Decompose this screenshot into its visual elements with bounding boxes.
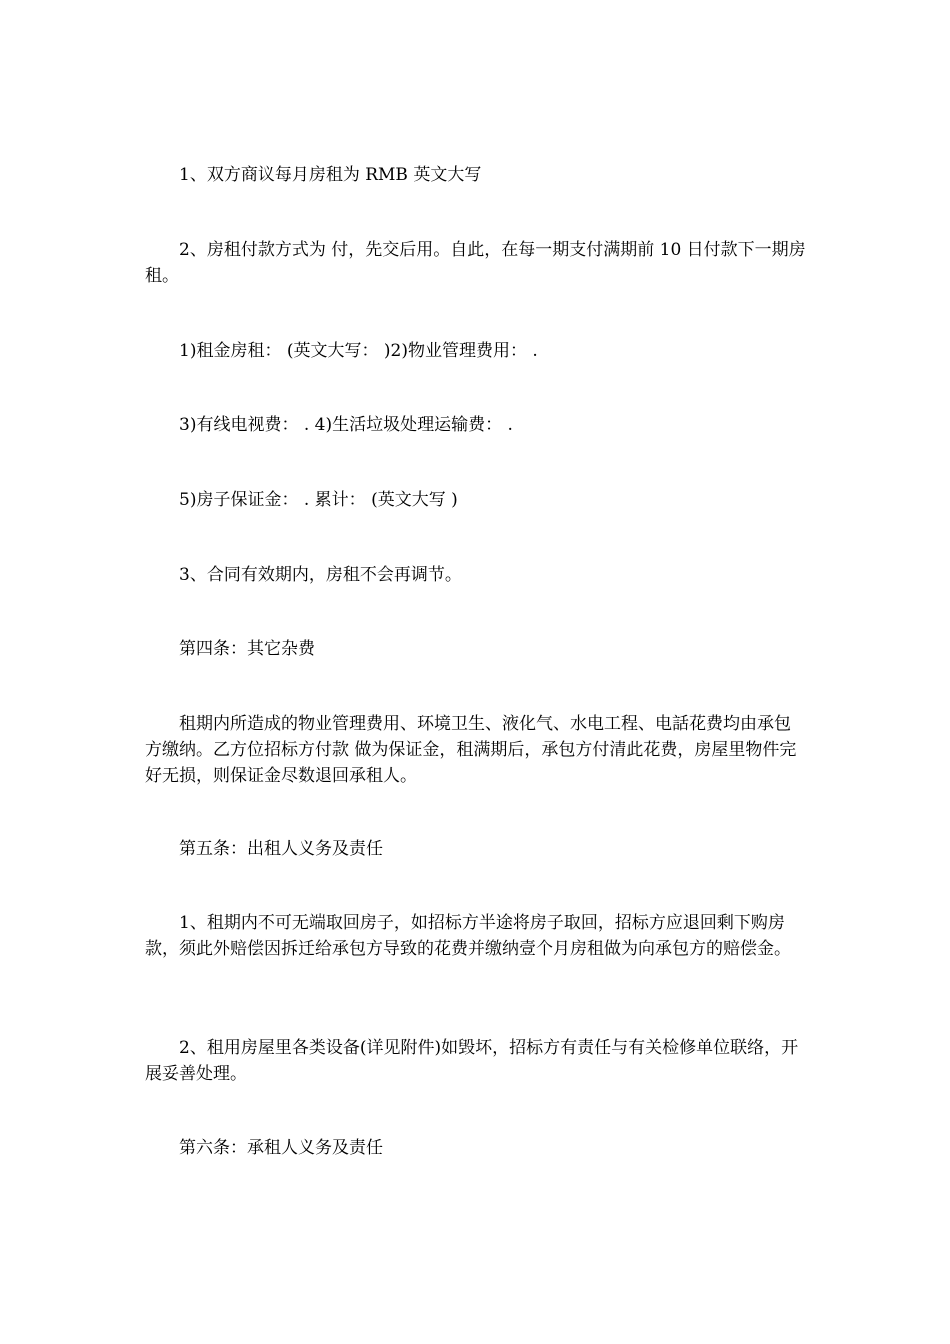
fee-items-line-3: 5)房子保证金： . 累计： (英文大写 ) [179, 490, 458, 510]
lessor-duty-clause-2: 2、租用房屋里各类设备(详见附件)如毁坏，招标方有责任与有关检修单位联络，开展妥善处理。 [145, 1038, 799, 1084]
fee-items-line-2: 3)有线电视费： . 4)生活垃圾处理运输费： . [179, 415, 513, 435]
article-4-heading: 第四条：其它杂费 [179, 639, 315, 659]
payment-method-clause: 2、房租付款方式为 付，先交后用。自此，在每一期支付满期前 10 日付款下一期房租。 [145, 240, 806, 286]
other-fees-clause: 租期内所造成的物业管理费用、环境卫生、液化气、水电工程、电話花费均由承包方缴纳。乙方位招标方付款 做为保证金，租满期后，承包方付清此花费，房屋里物件完好无损，则保证金尽数退回承租人。 [145, 714, 797, 786]
lessor-duty-clause-1: 1、租期内不可无端取回房子，如招标方半途将房子取回，招标方应退回剩下购房款，须此外赔偿因拆迁给承包方导致的花费并缴纳壹个月房租做为向承包方的赔偿金。 [145, 913, 791, 959]
article-6-heading: 第六条：承租人义务及责任 [179, 1138, 383, 1158]
rent-fixed-clause: 3、合同有效期内，房租不会再调节。 [179, 565, 462, 585]
fee-items-line-1: 1)租金房租： (英文大写： )2)物业管理费用： . [179, 341, 538, 361]
article-5-heading: 第五条：出租人义务及责任 [179, 839, 383, 859]
rent-amount-clause: 1、双方商议每月房租为 RMB 英文大写 [179, 165, 482, 185]
